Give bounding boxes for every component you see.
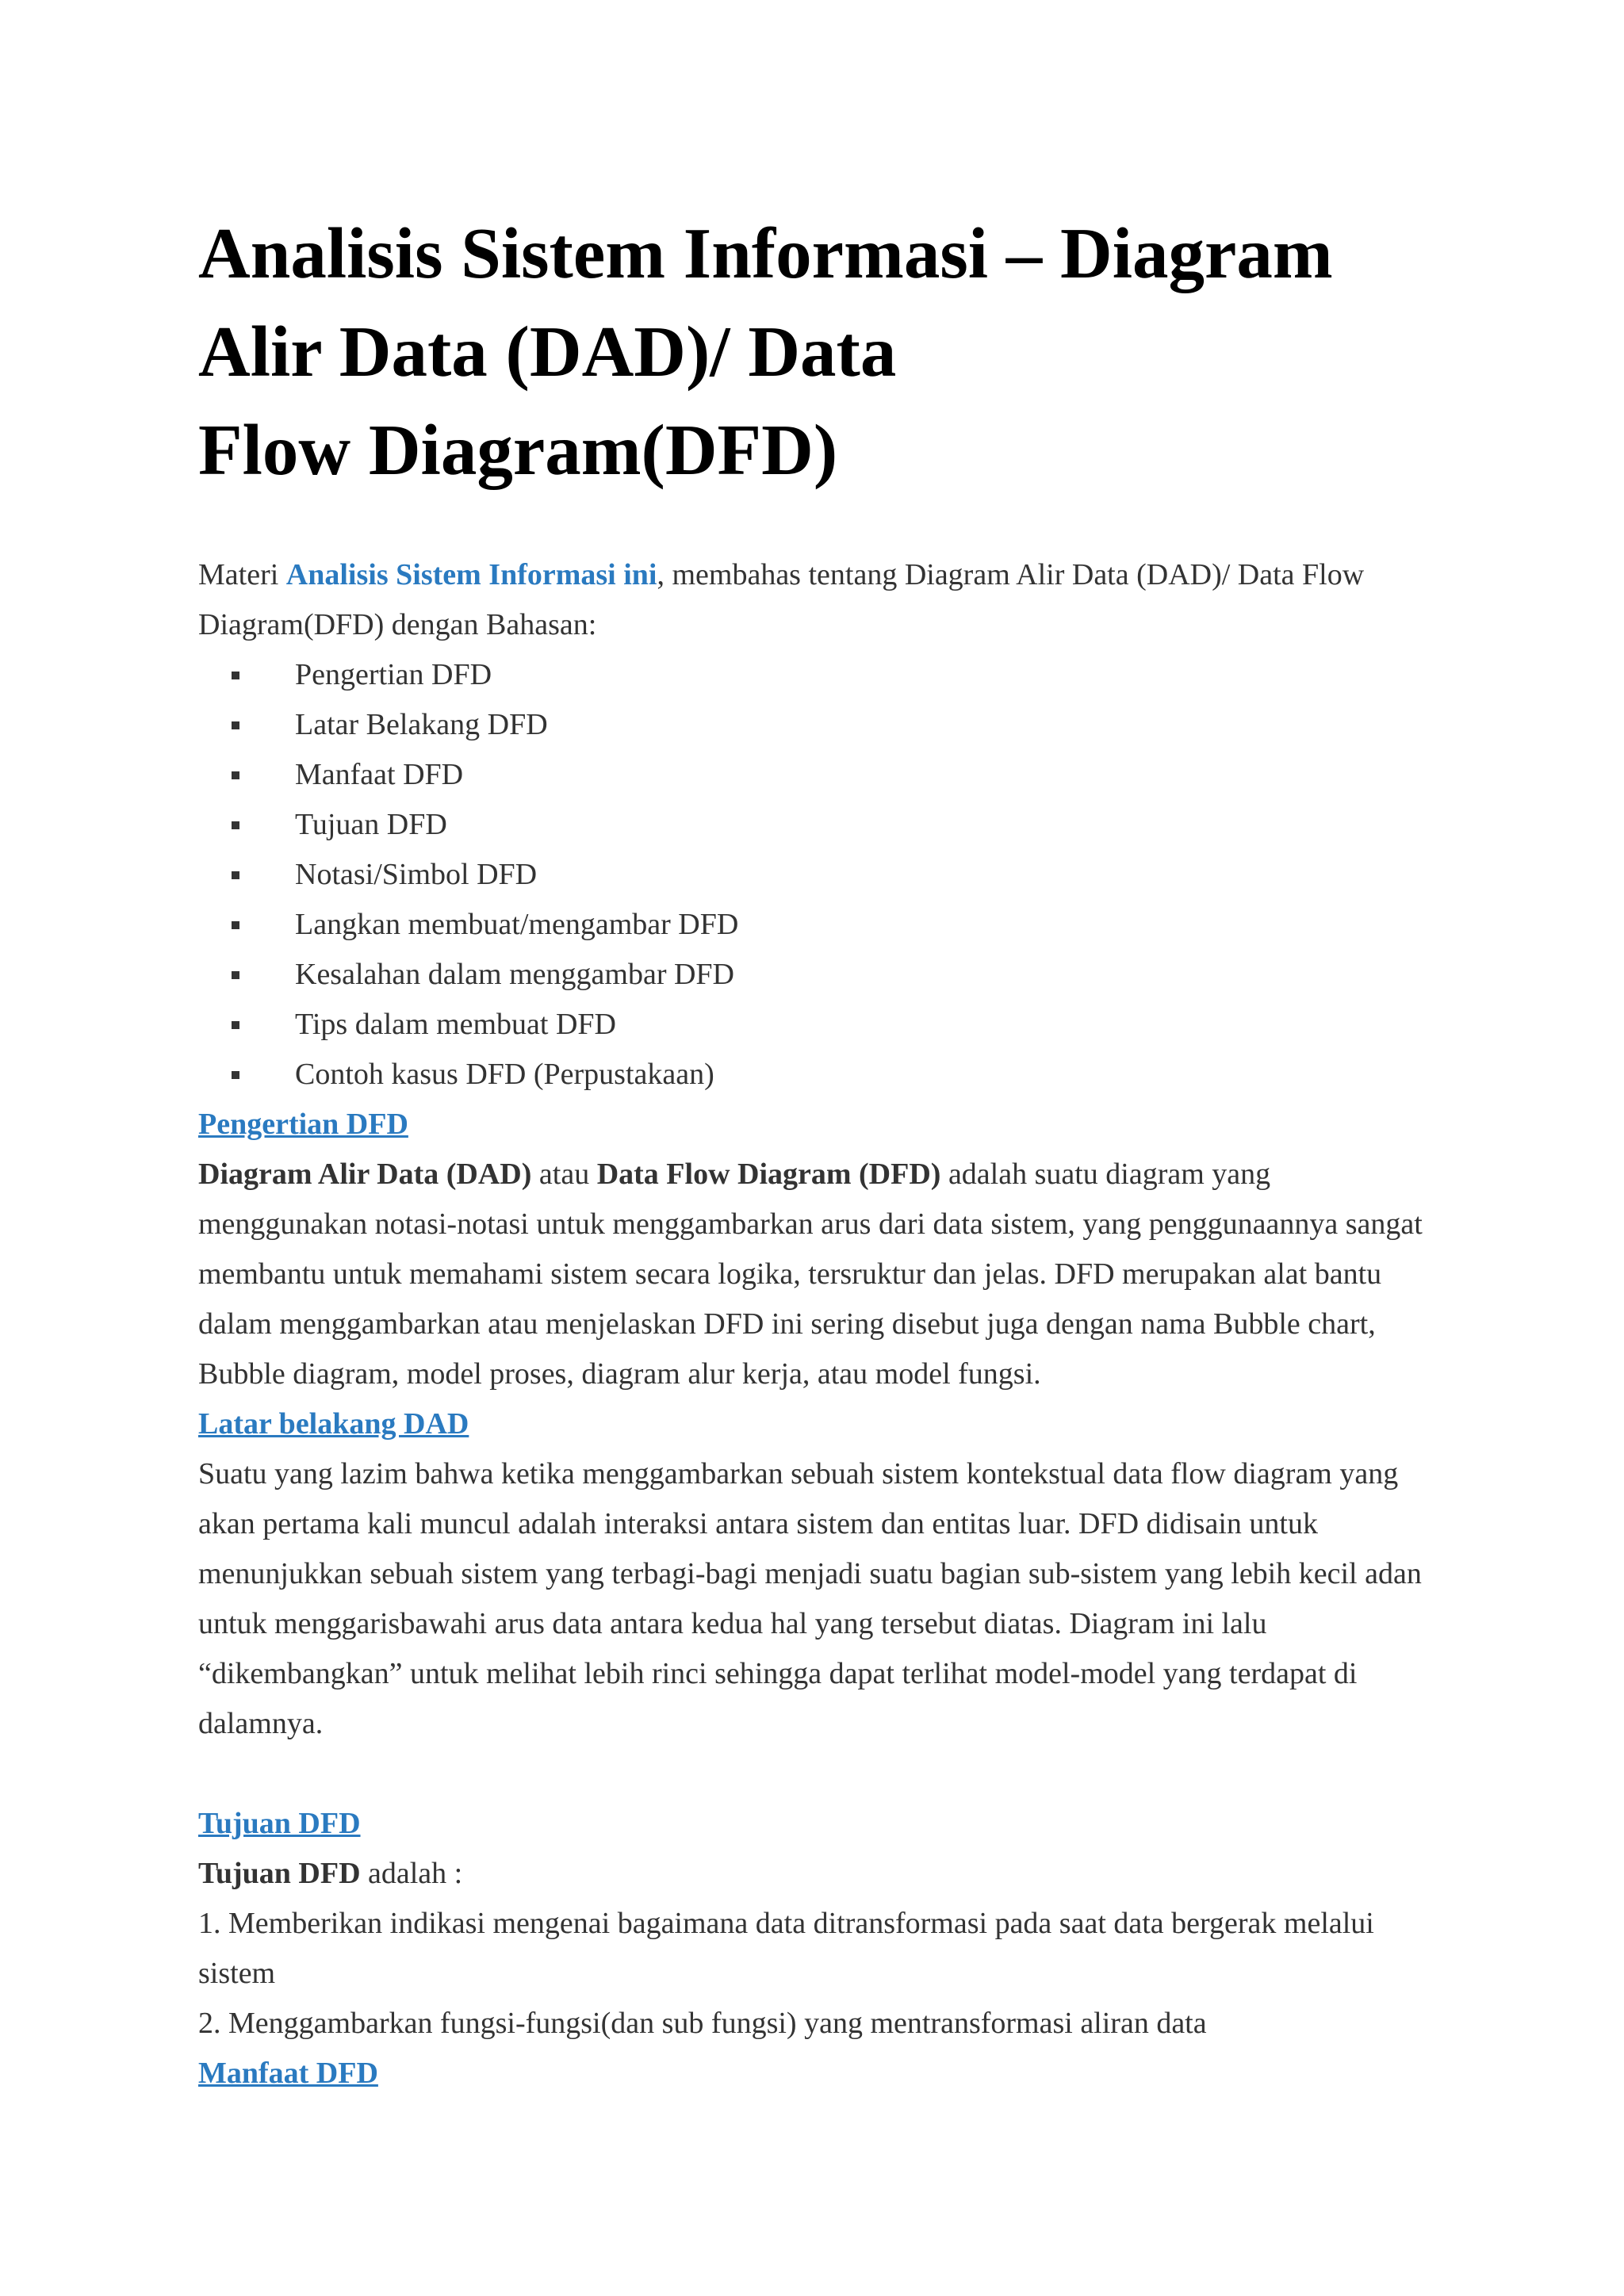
term-dad: Diagram Alir Data (DAD) — [198, 1158, 532, 1191]
square-bullet-icon — [232, 771, 239, 779]
intro-prefix: Materi — [198, 558, 286, 591]
list-item-label: Tips dalam membuat DFD — [295, 1008, 616, 1041]
list-item — [198, 1050, 1426, 1100]
heading-manfaat-dfd[interactable]: Manfaat DFD — [198, 2057, 378, 2090]
heading-tujuan-dfd[interactable]: Tujuan DFD — [198, 1807, 361, 1840]
list-item — [198, 650, 1426, 700]
title-line-1: Analisis Sistem Informasi – Diagram — [198, 213, 1333, 293]
intro-link[interactable]: Analisis Sistem Informasi ini — [285, 558, 657, 591]
list-item-label: Pengertian DFD — [295, 658, 492, 691]
intro-suffix: , membahas tentang Diagram Alir Data (DAD)/ Data Flow Diagram(DFD) dengan Bahasan: — [198, 558, 1365, 641]
square-bullet-icon — [232, 672, 239, 679]
intro-paragraph — [198, 550, 1426, 650]
title-line-3: Flow Diagram(DFD) — [198, 410, 838, 490]
title-line-2: Alir Data (DAD)/ Data — [198, 312, 897, 392]
term-dfd: Data Flow Diagram (DFD) — [596, 1158, 941, 1191]
square-bullet-icon — [232, 721, 239, 729]
list-item-label: Tujuan DFD — [295, 808, 447, 841]
list-item-label: Contoh kasus DFD (Perpustakaan) — [295, 1058, 714, 1091]
square-bullet-icon — [232, 821, 239, 829]
list-item — [198, 850, 1426, 900]
square-bullet-icon — [232, 1071, 239, 1079]
square-bullet-icon — [232, 1021, 239, 1029]
list-item — [198, 800, 1426, 850]
tujuan-item-2: 2. Menggambarkan fungsi-fungsi(dan sub fungsi) yang mentransformasi aliran data — [198, 2007, 1207, 2040]
pengertian-paragraph — [198, 1150, 1426, 1399]
pengertian-text: adalah suatu diagram yang menggunakan notasi-notasi untuk menggambarkan arus dari data sistem, yang penggunaannya sangat membantu untuk memahami sistem secara logika, tersruktur dan jelas. DFD merupakan alat bantu dalam menggambarkan atau menjelaskan DFD ini sering disebut juga dengan nama Bubble chart, Bubble diagram, model proses, diagram alur kerja, atau model fungsi. — [198, 1158, 1423, 1391]
list-item — [198, 950, 1426, 1000]
list-item-label: Latar Belakang DFD — [295, 708, 548, 741]
list-item-label: Manfaat DFD — [295, 758, 464, 791]
tujuan-item-1: 1. Memberikan indikasi mengenai bagaimana data ditransformasi pada saat data bergerak melalui sistem — [198, 1907, 1374, 1990]
list-item-label: Langkan membuat/mengambar DFD — [295, 908, 739, 941]
topics-list — [198, 650, 1426, 1100]
article-body — [198, 550, 1426, 2099]
latar-paragraph: Suatu yang lazim bahwa ketika menggambarkan sebuah sistem kontekstual data flow diagram yang akan pertama kali muncul adalah interaksi antara sistem dan entitas luar. DFD didisain untuk menunjukkan sebuah sistem yang terbagi-bagi menjadi suatu bagian sub-sistem yang lebih kecil adan untuk menggarisbawahi arus data antara kedua hal yang tersebut diatas. Diagram ini lalu “dikembangkan” untuk melihat lebih rinci sehingga dapat terlihat model-model yang terdapat di dalamnya. — [198, 1457, 1422, 1740]
tujuan-bold: Tujuan DFD — [198, 1857, 361, 1890]
list-item — [198, 900, 1426, 950]
tujuan-after: adalah : — [360, 1857, 463, 1890]
heading-pengertian-dfd[interactable]: Pengertian DFD — [198, 1108, 408, 1141]
list-item — [198, 700, 1426, 750]
spacer — [198, 1749, 1426, 1799]
list-item — [198, 750, 1426, 800]
tujuan-intro — [198, 1849, 1426, 1899]
square-bullet-icon — [232, 871, 239, 879]
heading-latar-belakang[interactable]: Latar belakang DAD — [198, 1407, 469, 1441]
list-item — [198, 1000, 1426, 1050]
pengertian-mid: atau — [531, 1158, 597, 1191]
list-item-label: Kesalahan dalam menggambar DFD — [295, 958, 734, 991]
square-bullet-icon — [232, 971, 239, 979]
list-item-label: Notasi/Simbol DFD — [295, 858, 538, 891]
page-title — [198, 205, 1426, 499]
square-bullet-icon — [232, 921, 239, 929]
